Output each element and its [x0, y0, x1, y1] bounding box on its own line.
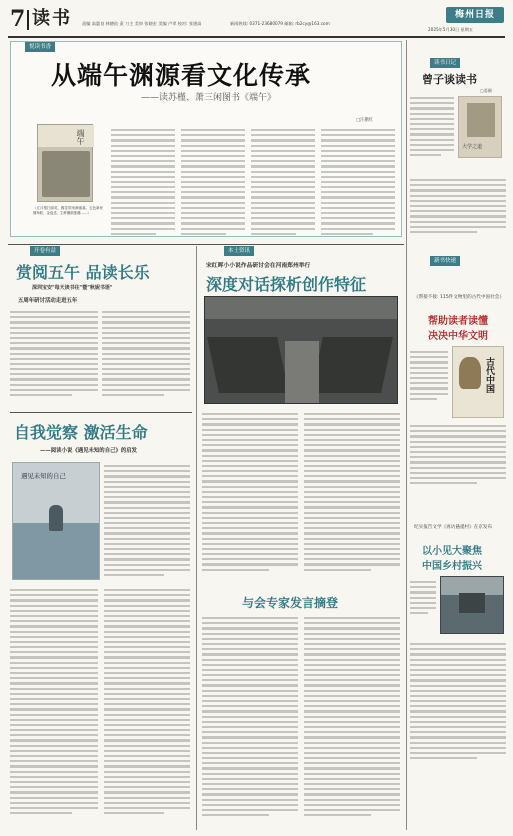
issue-date: 2025年5月30日 星期五	[428, 27, 474, 32]
event-subtitle-2: 五周年研讨活动走进五年	[18, 298, 78, 304]
section-name: 读书	[32, 8, 72, 29]
new-book-text	[410, 422, 506, 512]
novel-cover-water	[13, 523, 99, 579]
experts-col-1	[202, 614, 298, 828]
meeting-photo-backdrop	[205, 297, 397, 319]
feature-box	[10, 41, 402, 237]
event-subtitle: 深圳宝安"每天读书往"暨"秋妮书语"	[32, 285, 113, 291]
novel-title: 自我觉察 激活生命	[14, 423, 148, 442]
cover-illustration	[42, 151, 90, 197]
feature-col-3	[251, 126, 315, 232]
report-text-left	[410, 578, 436, 634]
local-news-col-2	[304, 410, 400, 580]
cover-artifact-image	[459, 357, 481, 389]
feature-col-4	[321, 126, 395, 232]
novel-book-cover	[12, 462, 100, 580]
experts-col-2	[304, 614, 400, 828]
report-title-1: 以小见大聚焦	[422, 546, 482, 557]
masthead-logo	[446, 7, 504, 23]
new-book-tag: 新书快递	[430, 256, 460, 266]
novel-col-1	[10, 586, 98, 826]
local-news-col-1	[202, 410, 298, 580]
cover-caption: 《五月根扫绿英，榴花带雨满童嘉。五色新丝缠角粽，金盘送，生鲜蘸菌莲藕……》	[33, 206, 103, 216]
event-col-1	[10, 308, 98, 400]
local-news-title: 深度对话探析创作特征	[206, 275, 367, 294]
reading-diary-text-2	[410, 176, 506, 252]
new-book-title-1: 帮助读者读懂	[428, 316, 488, 327]
novel-subtitle: ——阅读小说《遇见未知的自己》的启发	[40, 448, 138, 454]
daxue-cover-label: 大学之道	[462, 144, 483, 150]
report-text	[410, 640, 506, 826]
page-number: 7	[10, 6, 26, 32]
meeting-photo-table-left	[207, 337, 289, 393]
experts-article	[200, 592, 402, 830]
local-news-article	[200, 246, 402, 586]
feature-title: 从端午渊源看文化传承	[51, 61, 312, 90]
new-book-text-left	[410, 348, 448, 418]
meeting-photo	[204, 296, 398, 404]
event-tag: 开卷有益	[30, 246, 60, 256]
reading-diary-title: 曾子谈读书	[422, 73, 477, 86]
local-news-intro: 宋红晖小小说作品研讨会在河南郑州举行	[206, 263, 311, 269]
right-top-article	[410, 58, 506, 252]
header-divider-bar	[27, 10, 29, 30]
left-center-rule	[196, 246, 197, 830]
report-intro: 纪实报告文学《再访悬提村》在京发布	[414, 525, 493, 530]
report-title-2: 中国乡村振兴	[422, 561, 482, 572]
right-column-rule	[406, 40, 407, 830]
novel-col-2	[104, 586, 190, 826]
new-book-article	[410, 256, 506, 516]
novel-cover-title: 遇见未知的自己	[21, 472, 66, 480]
reading-diary-tag: 读书日记	[430, 58, 460, 68]
meeting-photo-floor	[285, 341, 319, 403]
daxue-cover-band	[467, 103, 495, 137]
reading-diary-text	[410, 94, 454, 174]
header-rule	[8, 36, 505, 38]
meeting-photo-table-right	[311, 337, 393, 393]
report-photo-building	[459, 593, 485, 613]
new-book-intro: 《帮接不接: 115件文物里的古代中国社会》	[414, 295, 504, 300]
reading-diary-byline: □姜珊	[480, 88, 492, 93]
feature-col-2	[181, 126, 245, 232]
local-news-tag: 本土资讯	[224, 246, 254, 256]
novel-article	[10, 416, 192, 830]
feature-col-1	[111, 126, 175, 232]
event-col-2	[102, 308, 190, 400]
page-header	[10, 6, 504, 36]
left-low-rule	[10, 412, 192, 413]
cover-title: 端午	[76, 129, 85, 145]
masthead-text: 梅州日报	[454, 10, 495, 20]
event-title: 赏阅五午 品读长乐	[16, 263, 150, 282]
new-book-title-2: 决决中华文明	[428, 331, 488, 342]
experts-title: 与会专家发言摘登	[242, 596, 339, 610]
new-book-cover-title: 古代中国	[484, 357, 494, 393]
novel-cover-figure	[49, 505, 63, 531]
daxue-book-cover	[458, 96, 502, 158]
mid-rule	[8, 244, 404, 245]
book-cover	[37, 124, 93, 202]
contact-info: 新闻热线: 0371-23680079 邮箱: rb2cy@163.com	[230, 21, 330, 26]
report-article	[410, 520, 506, 830]
column-tag: 悦读书香	[25, 42, 55, 52]
report-photo	[440, 576, 504, 634]
feature-byline: □汪鹏红	[356, 118, 374, 123]
staff-credits: 责编 高惠良 林德佑 责 刀主 美审 张晓宏 美编 卢翠 校对: 张建高	[82, 21, 202, 26]
feature-subtitle: ——读苏槿、萧三闲图书《端午》	[141, 93, 277, 103]
novel-col-right-top	[104, 462, 190, 580]
new-book-cover	[452, 346, 504, 418]
